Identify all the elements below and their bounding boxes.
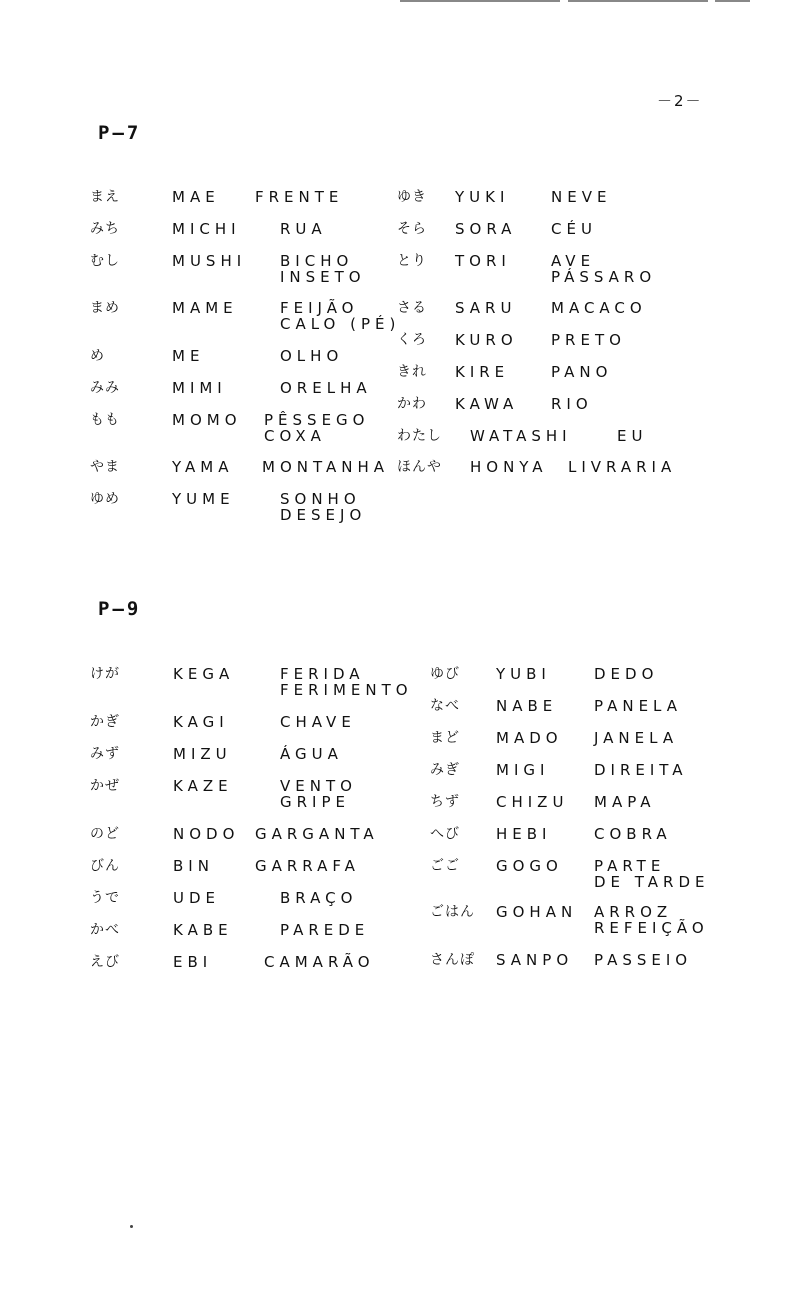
- vocab-romaji: MIGI: [496, 761, 550, 779]
- vocab-meaning: OLHO: [280, 347, 344, 365]
- vocab-kana: さる: [397, 300, 427, 316]
- vocab-kana: むし: [90, 253, 120, 269]
- vocab-kana: ほんや: [397, 459, 442, 475]
- vocab-romaji: NODO: [173, 825, 240, 843]
- vocab-kana: ゆめ: [90, 491, 120, 507]
- vocab-romaji: MIMI: [172, 379, 227, 397]
- vocab-romaji: YUKI: [455, 188, 510, 206]
- vocab-meaning: LIVRARIA: [568, 458, 677, 476]
- vocab-meaning: PARTE DE TARDE: [594, 857, 710, 891]
- vocab-kana: なべ: [430, 698, 460, 714]
- section-heading: P—9: [98, 598, 142, 620]
- vocab-kana: まめ: [90, 300, 120, 316]
- vocab-kana: かぎ: [90, 714, 120, 730]
- vocab-meaning: MAPA: [594, 793, 656, 811]
- vocab-romaji: UDE: [173, 889, 221, 907]
- vocab-romaji: KURO: [455, 331, 518, 349]
- vocab-kana: びん: [90, 858, 120, 874]
- vocab-meaning: ARROZ REFEIÇÃO: [594, 903, 709, 937]
- vocab-meaning: PÊSSEGO COXA: [264, 411, 370, 445]
- vocab-romaji: GOHAN: [496, 903, 578, 921]
- vocab-kana: まえ: [90, 189, 120, 205]
- vocab-romaji: GOGO: [496, 857, 563, 875]
- vocab-meaning: VENTO GRIPE: [280, 777, 357, 811]
- vocab-romaji: YAMA: [172, 458, 234, 476]
- top-rule-1: [400, 0, 560, 2]
- vocab-kana: きれ: [397, 364, 427, 380]
- vocab-meaning: BRAÇO: [280, 889, 358, 907]
- vocab-romaji: KEGA: [173, 665, 235, 683]
- vocab-kana: やま: [90, 459, 120, 475]
- vocab-kana: ごご: [430, 858, 460, 874]
- vocab-kana: とり: [397, 253, 427, 269]
- vocab-meaning: ORELHA: [280, 379, 372, 397]
- vocab-romaji: MIZU: [173, 745, 232, 763]
- vocab-kana: ゆき: [397, 189, 427, 205]
- vocab-kana: かべ: [90, 922, 120, 938]
- vocab-meaning: DIREITA: [594, 761, 688, 779]
- vocab-romaji: ME: [172, 347, 205, 365]
- top-rule-2: [568, 0, 708, 2]
- vocab-meaning: GARRAFA: [255, 857, 360, 875]
- vocab-romaji: MADO: [496, 729, 563, 747]
- vocab-meaning: DEDO: [594, 665, 659, 683]
- vocab-meaning: PAREDE: [280, 921, 370, 939]
- vocab-kana: みち: [90, 221, 120, 237]
- vocab-kana: ごはん: [430, 904, 475, 920]
- vocab-meaning: NEVE: [551, 188, 612, 206]
- vocab-romaji: YUME: [172, 490, 235, 508]
- vocab-meaning: GARGANTA: [255, 825, 379, 843]
- vocab-kana: さんぽ: [430, 952, 475, 968]
- vocab-romaji: HONYA: [470, 458, 548, 476]
- vocab-romaji: KIRE: [455, 363, 510, 381]
- vocab-meaning: PANO: [551, 363, 613, 381]
- vocab-kana: わたし: [397, 428, 442, 444]
- vocab-meaning: MACACO: [551, 299, 647, 317]
- vocab-meaning: FERIDA FERIMENTO: [280, 665, 413, 699]
- vocab-meaning: CAMARÃO: [264, 953, 375, 971]
- vocab-meaning: ÁGUA: [280, 745, 343, 763]
- vocab-meaning: COBRA: [594, 825, 672, 843]
- vocab-meaning: BICHO INSETO: [280, 252, 366, 286]
- scan-speck: [130, 1225, 133, 1228]
- vocab-romaji: EBI: [173, 953, 213, 971]
- vocab-kana: けが: [90, 666, 120, 682]
- vocab-romaji: BIN: [173, 857, 214, 875]
- vocab-kana: かぜ: [90, 778, 120, 794]
- vocab-kana: みみ: [90, 380, 120, 396]
- vocab-meaning: AVE PÁSSARO: [551, 252, 657, 286]
- vocab-kana: まど: [430, 730, 460, 746]
- vocab-meaning: RIO: [551, 395, 593, 413]
- vocab-kana: くろ: [397, 332, 427, 348]
- vocab-romaji: MAME: [172, 299, 238, 317]
- vocab-romaji: MOMO: [172, 411, 242, 429]
- vocab-meaning: CÉU: [551, 220, 597, 238]
- vocab-meaning: SONHO DESEJO: [280, 490, 367, 524]
- page-number: －2－: [657, 92, 703, 110]
- vocab-romaji: SARU: [455, 299, 517, 317]
- vocab-kana: そら: [397, 221, 427, 237]
- vocab-meaning: FRENTE: [255, 188, 344, 206]
- vocab-kana: えび: [90, 954, 120, 970]
- vocab-kana: め: [90, 348, 105, 364]
- vocab-meaning: MONTANHA: [262, 458, 389, 476]
- section-heading: P—7: [98, 122, 142, 144]
- vocab-kana: かわ: [397, 396, 427, 412]
- vocab-meaning: PASSEIO: [594, 951, 693, 969]
- vocab-romaji: SORA: [455, 220, 517, 238]
- vocab-kana: みぎ: [430, 762, 460, 778]
- vocab-meaning: CHAVE: [280, 713, 356, 731]
- vocab-meaning: RUA: [280, 220, 327, 238]
- vocab-meaning: FEIJÃO CALO (PÉ): [280, 299, 401, 333]
- vocab-kana: みず: [90, 746, 120, 762]
- vocab-kana: うで: [90, 890, 120, 906]
- vocab-romaji: HEBI: [496, 825, 552, 843]
- vocab-romaji: MICHI: [172, 220, 241, 238]
- vocab-romaji: KAWA: [455, 395, 519, 413]
- vocab-romaji: MAE: [172, 188, 220, 206]
- vocab-romaji: KAZE: [173, 777, 233, 795]
- vocab-romaji: SANPO: [496, 951, 574, 969]
- vocab-meaning: EU: [617, 427, 648, 445]
- vocab-kana: へび: [430, 826, 460, 842]
- vocab-romaji: KABE: [173, 921, 233, 939]
- vocab-kana: もも: [90, 412, 120, 428]
- vocab-meaning: PRETO: [551, 331, 626, 349]
- vocab-meaning: PANELA: [594, 697, 683, 715]
- vocab-romaji: MUSHI: [172, 252, 247, 270]
- top-rule-3: [715, 0, 750, 2]
- vocab-kana: のど: [90, 826, 120, 842]
- vocab-romaji: TORI: [455, 252, 511, 270]
- vocab-romaji: YUBI: [496, 665, 551, 683]
- vocab-romaji: CHIZU: [496, 793, 569, 811]
- vocab-meaning: JANELA: [594, 729, 679, 747]
- vocab-romaji: NABE: [496, 697, 558, 715]
- vocab-romaji: WATASHI: [470, 427, 572, 445]
- vocab-kana: ちず: [430, 794, 460, 810]
- vocab-romaji: KAGI: [173, 713, 229, 731]
- vocab-kana: ゆび: [430, 666, 460, 682]
